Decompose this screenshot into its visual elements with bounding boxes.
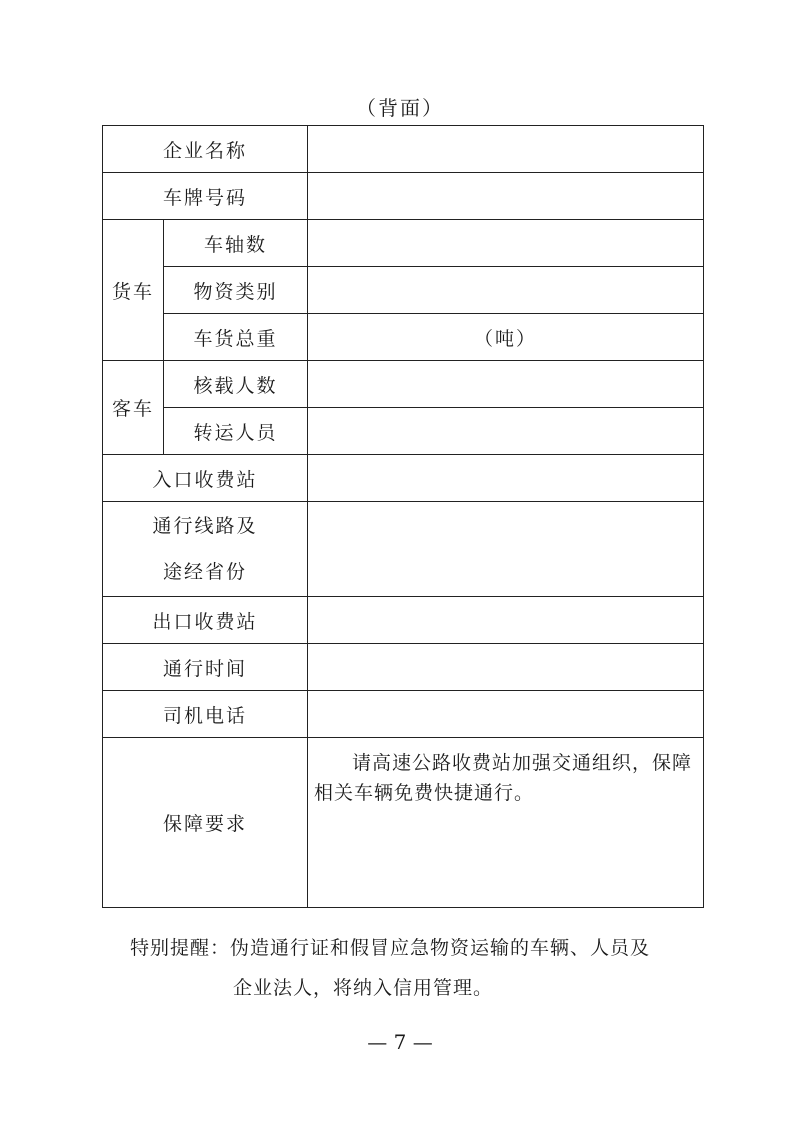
guarantee-requirement-text: 请高速公路收费站加强交通组织，保障相关车辆免费快捷通行。: [314, 752, 693, 804]
label-route-line2: 途经省份: [163, 561, 248, 583]
special-reminder: [130, 928, 730, 1008]
gross-weight-field[interactable]: [308, 314, 704, 361]
label-goods-category: 物资类别: [164, 267, 308, 314]
gross-weight-unit: （吨）: [474, 327, 538, 350]
table-row-entry-toll-station: [103, 455, 704, 502]
company-name-field[interactable]: [308, 126, 704, 173]
exit-toll-station-field[interactable]: [308, 597, 704, 644]
transferred-persons-field[interactable]: [308, 408, 704, 455]
label-exit-toll-station: 出口收费站: [103, 597, 308, 644]
label-company-name: 企业名称: [103, 126, 308, 173]
entry-toll-station-field[interactable]: [308, 455, 704, 502]
label-approved-capacity: 核载人数: [164, 361, 308, 408]
table-row-transferred-persons: [103, 408, 704, 455]
axle-count-field[interactable]: [308, 220, 704, 267]
pass-form-table: [102, 125, 704, 908]
label-travel-time: 通行时间: [103, 644, 308, 691]
table-row-plate-number: [103, 173, 704, 220]
label-transferred-persons: 转运人员: [164, 408, 308, 455]
label-bus-group: 客车: [103, 361, 164, 455]
page-title: （背面）: [356, 96, 444, 120]
table-row-driver-phone: [103, 691, 704, 738]
approved-capacity-field[interactable]: [308, 361, 704, 408]
label-guarantee-requirement: 保障要求: [103, 738, 308, 908]
goods-category-field[interactable]: [308, 267, 704, 314]
label-plate-number: 车牌号码: [103, 173, 308, 220]
table-row-gross-weight: [103, 314, 704, 361]
table-row-route: [103, 502, 704, 597]
label-gross-weight: 车货总重: [164, 314, 308, 361]
label-truck-group: 货车: [103, 220, 164, 361]
page-number: — 7 —: [367, 1030, 433, 1054]
travel-time-field[interactable]: [308, 644, 704, 691]
special-reminder-line1: 特别提醒：伪造通行证和假冒应急物资运输的车辆、人员及: [130, 937, 651, 959]
table-row-guarantee: [103, 738, 704, 908]
route-field[interactable]: [308, 502, 704, 597]
label-axle-count: 车轴数: [164, 220, 308, 267]
table-row-axle-count: [103, 220, 704, 267]
table-row-company-name: [103, 126, 704, 173]
label-entry-toll-station: 入口收费站: [103, 455, 308, 502]
table-row-travel-time: [103, 644, 704, 691]
table-row-exit-toll-station: [103, 597, 704, 644]
driver-phone-field[interactable]: [308, 691, 704, 738]
label-route-line1: 通行线路及: [152, 515, 258, 537]
table-row-goods-category: [103, 267, 704, 314]
label-driver-phone: 司机电话: [103, 691, 308, 738]
plate-number-field[interactable]: [308, 173, 704, 220]
label-route: [103, 502, 308, 597]
table-row-approved-capacity: [103, 361, 704, 408]
guarantee-requirement-text-cell: [308, 738, 704, 908]
special-reminder-line2: 企业法人，将纳入信用管理。: [233, 977, 494, 999]
